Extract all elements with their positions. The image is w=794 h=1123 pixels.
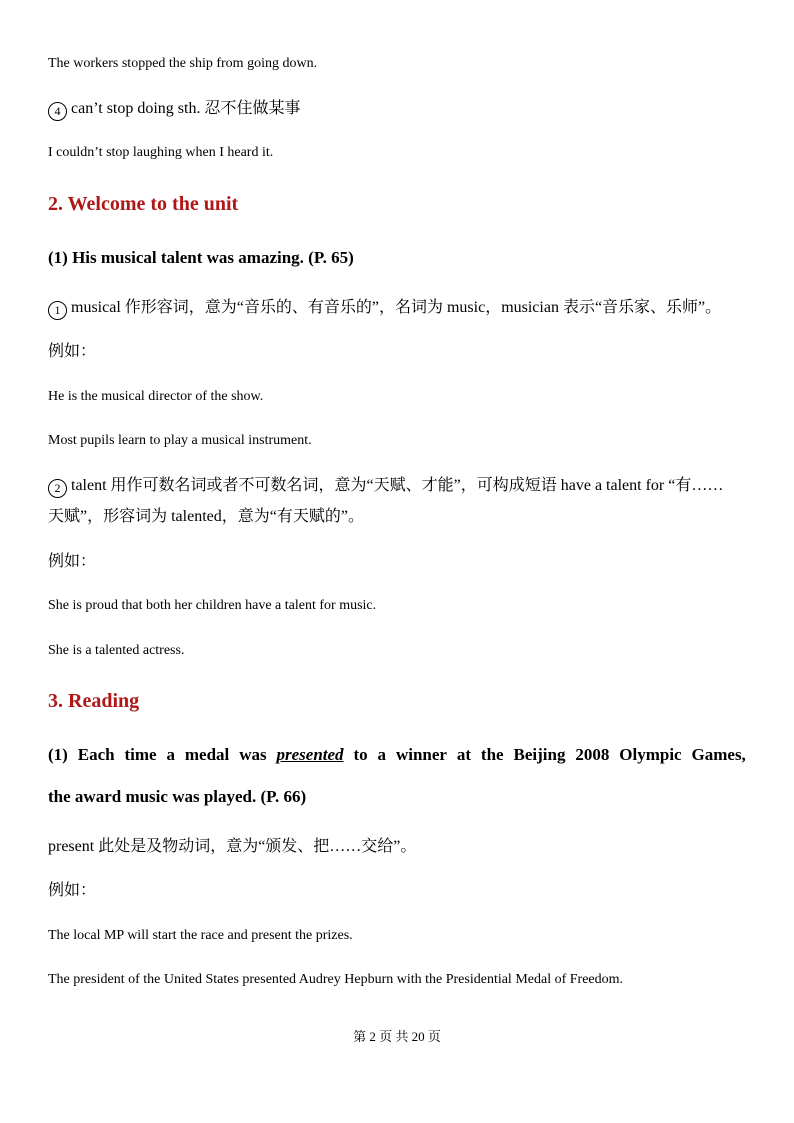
numbered-point (48, 298, 721, 320)
word: a (166, 745, 175, 764)
word: 2008 (575, 745, 610, 764)
word: (1) (48, 745, 68, 764)
section-heading: 2. Welcome to the unit (48, 193, 239, 215)
circled-number: 4 (48, 102, 67, 121)
word: time (124, 745, 157, 764)
example-label: 例如： (48, 343, 97, 360)
explanation-text: present 此处是及物动词，意为“颁发、把……交给”。 (48, 838, 417, 855)
example-sentence: The president of the United States presented Audrey Hepburn with the Presidential Medal of Freedom. (48, 972, 624, 987)
circled-number: 2 (48, 479, 67, 498)
word: to (353, 745, 368, 764)
question-heading: (1) His musical talent was amazing. (P. 65) (48, 248, 354, 267)
numbered-point (48, 99, 300, 121)
section-heading: 3. Reading (48, 690, 140, 712)
word: medal (184, 745, 230, 764)
question-heading-continued: the award music was played. (P. 66) (48, 787, 307, 806)
point-text: musical 作形容词，意为“音乐的、有音乐的”，名词为 music，musician 表示“音乐家、乐师”。 (71, 299, 722, 316)
example-label: 例如： (48, 553, 97, 570)
word: Beijing (513, 745, 566, 764)
point-text-continued: 天赋”，形容词为 talented，意为“有天赋的”。 (48, 508, 364, 525)
word: winner (395, 745, 447, 764)
numbered-point (48, 476, 723, 498)
word: a (377, 745, 387, 764)
example-sentence: She is a talented actress. (48, 643, 185, 658)
keyword-underlined: presented (276, 745, 344, 764)
word: Games, (691, 745, 746, 764)
example-sentence: I couldn’t stop laughing when I heard it. (48, 145, 274, 160)
word: Olympic (619, 745, 682, 764)
question-heading (48, 745, 746, 765)
example-sentence: The local MP will start the race and present the prizes. (48, 928, 353, 943)
point-text: can’t stop doing sth. 忍不住做某事 (71, 100, 301, 117)
example-sentence: The workers stopped the ship from going down. (48, 56, 318, 71)
example-label: 例如： (48, 882, 97, 899)
word: was (239, 745, 267, 764)
word: at (456, 745, 472, 764)
example-sentence: He is the musical director of the show. (48, 389, 264, 404)
example-sentence: Most pupils learn to play a musical instrument. (48, 433, 312, 448)
word: the (480, 745, 504, 764)
word: Each (77, 745, 115, 764)
example-sentence: She is proud that both her children have a talent for music. (48, 598, 377, 613)
circled-number: 1 (48, 301, 67, 320)
point-text: talent 用作可数名词或者不可数名词，意为“天赋、才能”，可构成短语 have a talent for “有…… (71, 477, 724, 494)
page-footer: 第 2 页 共 20 页 (353, 1029, 441, 1044)
